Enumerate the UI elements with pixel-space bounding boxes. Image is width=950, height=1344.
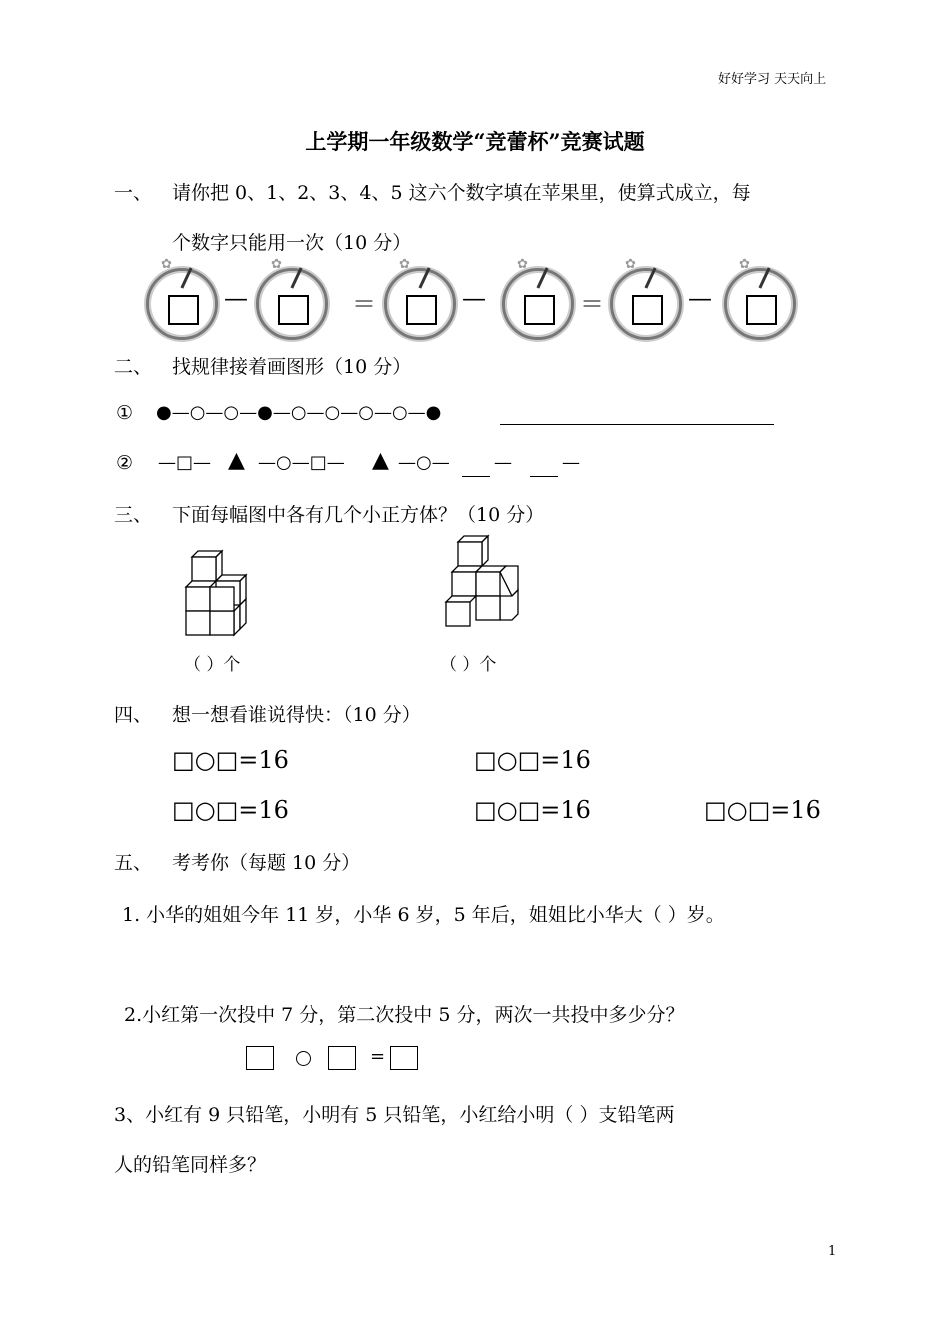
equation-5[interactable]: □○□=16	[704, 796, 821, 824]
problem-1: 1. 小华的姐姐今年 11 岁，小华 6 岁，5 年后，姐姐比小华大（ ）岁。	[122, 904, 725, 926]
equation-3[interactable]: □○□=16	[172, 796, 289, 824]
q2-number: 二、	[114, 356, 153, 378]
q4-number: 四、	[114, 704, 153, 726]
answer-blank-1[interactable]	[462, 476, 490, 477]
q3-text: 下面每幅图中各有几个小正方体？（10 分）	[172, 504, 545, 526]
minus-sign: —	[462, 284, 486, 312]
answer-line-1[interactable]	[500, 424, 774, 425]
problem-3-line2: 人的铅笔同样多？	[114, 1154, 267, 1176]
q5-number: 五、	[114, 852, 153, 874]
operator-circle[interactable]	[296, 1051, 311, 1066]
cube-stack-a	[180, 545, 260, 645]
cube-stack-b	[436, 530, 526, 642]
equals-sign: ＝	[580, 290, 604, 318]
row2-seq-e: —	[562, 452, 580, 473]
equation-1[interactable]: □○□=16	[172, 746, 289, 774]
answer-box[interactable]	[746, 295, 777, 325]
equals-sign: ＝	[352, 290, 376, 318]
cube-answer-a[interactable]: （ ）个	[184, 655, 241, 675]
row2-seq-c: —○—	[398, 452, 450, 473]
leaf-icon: ✿	[271, 257, 282, 272]
stem-icon	[536, 267, 548, 288]
answer-box[interactable]	[390, 1046, 418, 1070]
stem-icon	[758, 267, 770, 288]
triangle-icon: ▲	[372, 448, 389, 473]
answer-box[interactable]	[406, 295, 437, 325]
minus-sign: —	[688, 284, 712, 312]
apple-box-1[interactable]	[146, 257, 218, 340]
leaf-icon: ✿	[739, 257, 750, 272]
apple-box-5[interactable]	[610, 257, 682, 340]
problem-2: 2.小红第一次投中 7 分，第二次投中 5 分，两次一共投中多少分？	[124, 1004, 685, 1026]
answer-box[interactable]	[168, 295, 199, 325]
stem-icon	[418, 267, 430, 288]
apple-box-2[interactable]	[256, 257, 328, 340]
answer-box[interactable]	[246, 1046, 274, 1070]
stem-icon	[180, 267, 192, 288]
q2-text: 找规律接着画图形（10 分）	[172, 356, 412, 378]
apple-box-4[interactable]	[502, 257, 574, 340]
row2-seq-a: —□—	[158, 452, 212, 473]
apple-box-3[interactable]	[384, 257, 456, 340]
cube-answer-b[interactable]: （ ）个	[440, 655, 497, 675]
equation-4[interactable]: □○□=16	[474, 796, 591, 824]
apple-box-6[interactable]	[724, 257, 796, 340]
leaf-icon: ✿	[517, 257, 528, 272]
stem-icon	[290, 267, 302, 288]
problem-3-line1: 3、小红有 9 只铅笔，小明有 5 只铅笔，小红给小明（ ）支铅笔两	[114, 1104, 675, 1126]
leaf-icon: ✿	[161, 257, 172, 272]
triangle-icon: ▲	[228, 448, 245, 473]
q1-number: 一、	[114, 182, 153, 204]
answer-box[interactable]	[328, 1046, 356, 1070]
q3-number: 三、	[114, 504, 153, 526]
answer-box[interactable]	[278, 295, 309, 325]
row1-label: ①	[116, 402, 134, 424]
minus-sign: —	[224, 284, 248, 312]
page-title: 上学期一年级数学“竞蕾杯”竞赛试题	[305, 129, 645, 154]
q4-text: 想一想看谁说得快：（10 分）	[172, 704, 421, 726]
leaf-icon: ✿	[625, 257, 636, 272]
answer-box[interactable]	[524, 295, 555, 325]
row1-sequence: ●—○—○—●—○—○—○—○—●	[156, 402, 442, 423]
answer-blank-2[interactable]	[530, 476, 558, 477]
row2-seq-b: —○—□—	[258, 452, 345, 473]
q1-text-line1: 请你把 0、1、2、3、4、5 这六个数字填在苹果里，使算式成立，每	[172, 182, 751, 204]
equation-2[interactable]: □○□=16	[474, 746, 591, 774]
stem-icon	[644, 267, 656, 288]
answer-box[interactable]	[632, 295, 663, 325]
row2-seq-d: —	[494, 452, 512, 473]
q5-text: 考考你（每题 10 分）	[172, 852, 361, 874]
row2-label: ②	[116, 452, 134, 474]
q1-text-line2: 个数字只能用一次（10 分）	[172, 232, 412, 254]
page-header: 好好学习 天天向上	[718, 72, 827, 87]
leaf-icon: ✿	[399, 257, 410, 272]
equals-sign: =	[370, 1046, 386, 1067]
page-number: 1	[828, 1244, 837, 1259]
